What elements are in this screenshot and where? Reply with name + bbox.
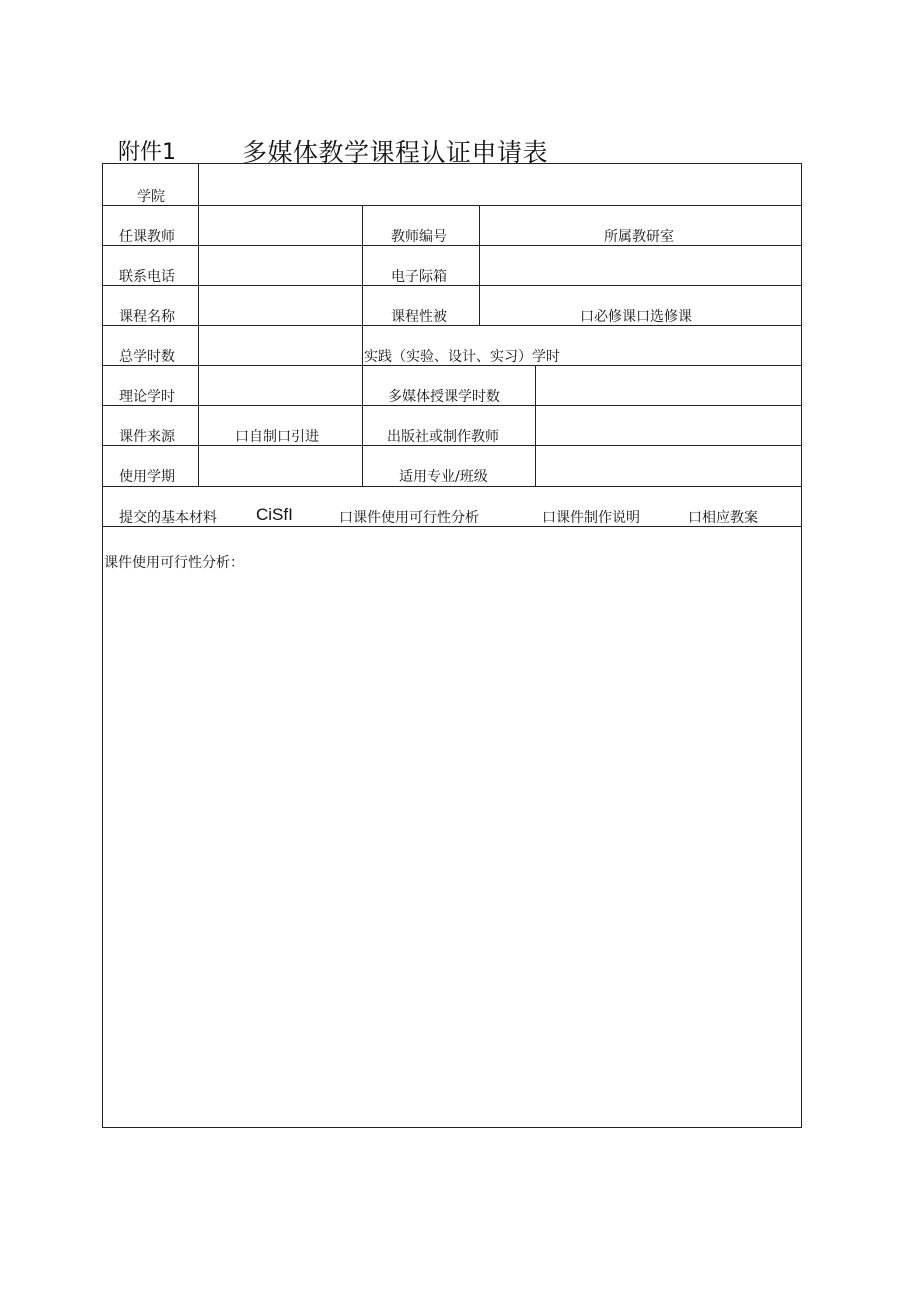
course-name-label: 课程名称 [119,309,175,325]
publisher-label: 出版社或制作教师 [387,429,499,445]
row-divider [102,325,802,326]
phone-label: 联系电话 [119,269,175,285]
course-type-options: 口必修课口选修课 [580,309,692,325]
source-label: 课件来源 [119,429,175,445]
row-divider [102,486,802,487]
college-label: 学院 [137,189,165,205]
major-label: 适用专业/班级 [399,469,488,485]
multimedia-hours-label: 多媒体授课学时数 [388,389,500,405]
material-feasibility: 口课件使用可行性分析 [339,510,479,526]
attachment-label: 附件1 [118,140,176,165]
materials-label: 提交的基本材料 [119,510,217,526]
semester-label: 使用学期 [119,469,175,485]
application-form-table [102,163,802,1128]
materials-mark: CiSfI [256,505,293,524]
teacher-label: 任课教师 [119,229,175,245]
column-divider [479,205,480,325]
course-type-label: 课程性被 [391,309,447,325]
material-production-notes: 口课件制作说明 [542,510,640,526]
column-divider [362,205,363,486]
practice-hours-label: 实践（实验、设计、实习）学时 [364,349,560,365]
row-divider [102,205,802,206]
theory-hours-label: 理论学时 [119,389,175,405]
column-divider [198,163,199,486]
source-options: 口自制口引进 [235,429,319,445]
row-divider [102,245,802,246]
department-label: 所属教研室 [604,229,674,245]
total-hours-label: 总学时数 [119,349,175,365]
material-lesson-plan: 口相应教案 [688,510,758,526]
analysis-label: 课件使用可行性分析： [104,555,244,571]
row-divider [102,285,802,286]
email-label: 电子际箱 [391,269,447,285]
teacher-id-label: 教师编号 [391,229,447,245]
form-title: 多媒体教学课程认证申请表 [242,138,549,167]
column-divider [535,365,536,486]
